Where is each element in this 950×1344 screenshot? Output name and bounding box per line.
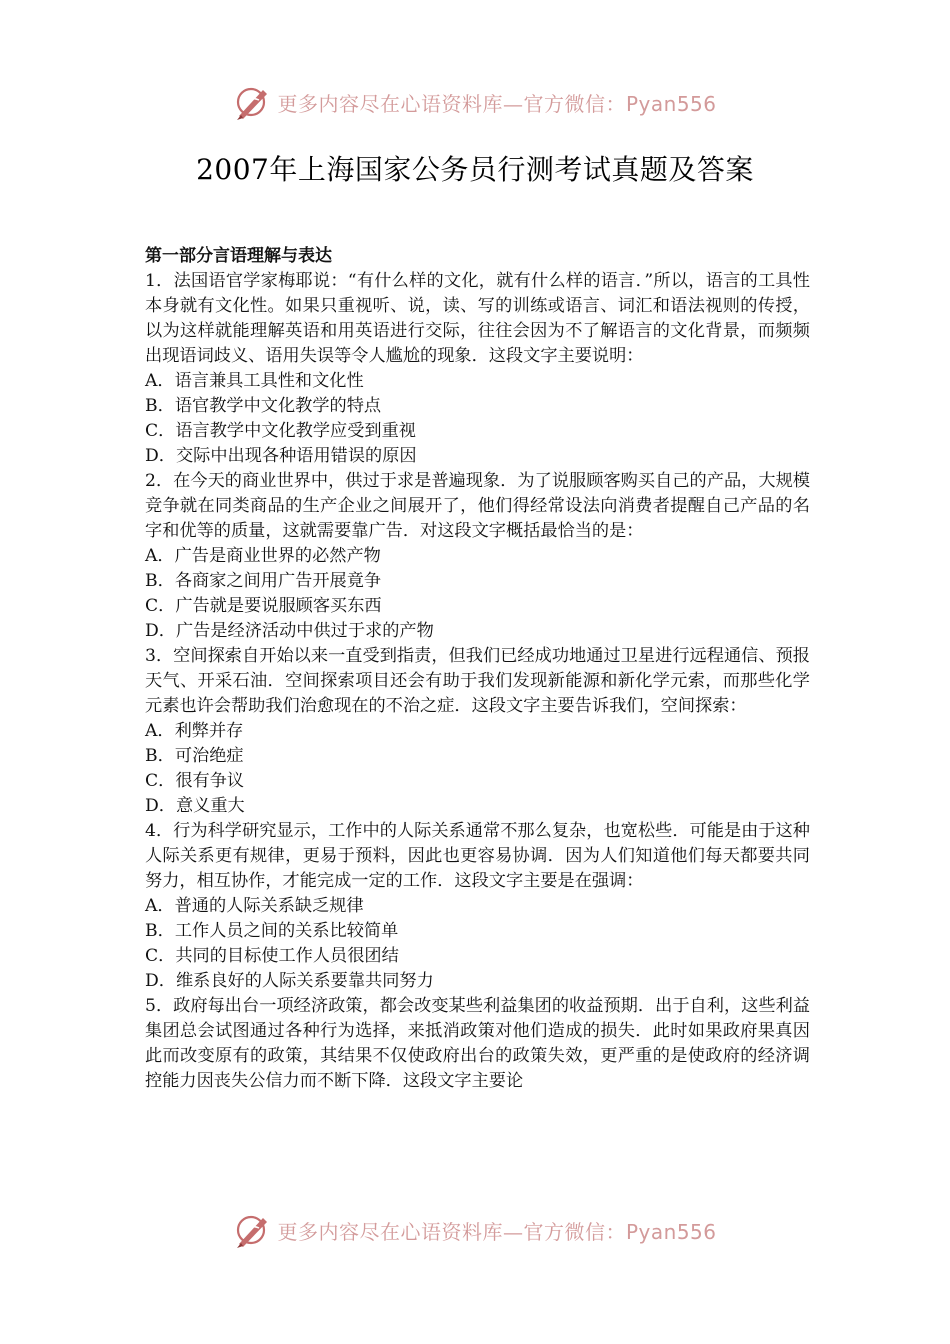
option-a: A．利弊并存 [145,721,244,741]
option-b: B．工作人员之间的关系比较简单 [145,921,399,941]
question-block [145,819,810,994]
header-banner [0,80,950,124]
option-d: D．交际中出现各种语用错误的原因 [145,446,417,466]
option-c: C．广告就是要说服顾客买东西 [145,596,382,616]
option-a: A．广告是商业世界的必然产物 [145,546,381,566]
option-c: C．很有争议 [145,771,245,791]
option-a: A．普通的人际关系缺乏规律 [145,896,364,916]
question-block [145,469,810,644]
option-a: A．语言兼具工具性和文化性 [145,371,364,391]
wechat-id: Pyan556 [625,91,717,116]
pen-logo-icon [233,1210,273,1250]
question-block [145,994,810,1094]
pen-logo-icon [233,82,273,122]
page-title: 2007年上海国家公务员行测考试真题及答案 [196,153,754,186]
banner-text: 更多内容尽在心语资料库—官方微信：Pyan556 [277,91,717,116]
question-stem: 2．在今天的商业世界中，供过于求是普遍现象．为了说服顾客购买自己的产品，大规模竞争就在同类商品的生产企业之间展开了，他们得经常设法向消费者提醒自己产品的名字和优等的质量，这就需要靠广告．对这段文字概括最恰当的是： [145,471,810,541]
option-c: C．语言教学中文化教学应受到重视 [145,421,416,441]
question-stem: 4．行为科学研究显示，工作中的人际关系通常不那么复杂，也宽松些．可能是由于这种人际关系更有规律，更易于预料，因此也更容易协调．因为人们知道他们每天都要共同努力，相互协作，才能完成一定的工作．这段文字主要是在强调： [145,821,810,891]
document-body [145,244,810,1094]
option-b: B．各商家之间用广告开展竟争 [145,571,382,591]
question-block [145,269,810,469]
option-b: B．可治绝症 [145,746,244,766]
option-b: B．语官教学中文化教学的特点 [145,396,382,416]
footer-banner [0,1208,950,1252]
question-stem: 5．政府每出台一项经济政策，都会改变某些利益集团的收益预期．出于自利，这些利益集团总会试图通过各种行为选择，来抵消政策对他们造成的损失．此时如果政府果真因此而改变原有的政策，其结果不仅使政府出台的政策失效，更严重的是使政府的经济调控能力因丧失公信力而不断下降．这段文字主要论 [145,996,810,1091]
wechat-id: Pyan556 [625,1219,717,1244]
option-c: C．共同的目标使工作人员很团结 [145,946,399,966]
section-title: 第一部分言语理解与表达 [145,246,332,266]
banner-text: 更多内容尽在心语资料库—官方微信：Pyan556 [277,1219,717,1244]
option-d: D．意义重大 [145,796,245,816]
question-stem: 1．法国语官学家梅耶说：“有什么样的文化，就有什么样的语言．”所以，语言的工具性本身就有文化性。如果只重视听、说，读、写的训练或语言、词汇和语法视则的传授，以为这样就能理解英语和用英语进行交际，往往会因为不了解语言的文化背景，而频频出现语词歧义、语用失误等令人尴尬的现象．这段文字主要说明： [145,271,810,366]
question-stem: 3．空间探索自开始以来一直受到指责，但我们已经成功地通过卫星进行远程通信、预报天气、开采石油．空间探索项目还会有助于我们发现新能源和新化学元索，而那些化学元素也许会帮助我们治愈现在的不治之症．这段文字主要告诉我们，空间探索： [145,646,810,716]
question-block [145,644,810,819]
option-d: D．广告是经济活动中供过于求的产物 [145,621,434,641]
option-d: D．维系良好的人际关系要靠共同努力 [145,971,434,991]
